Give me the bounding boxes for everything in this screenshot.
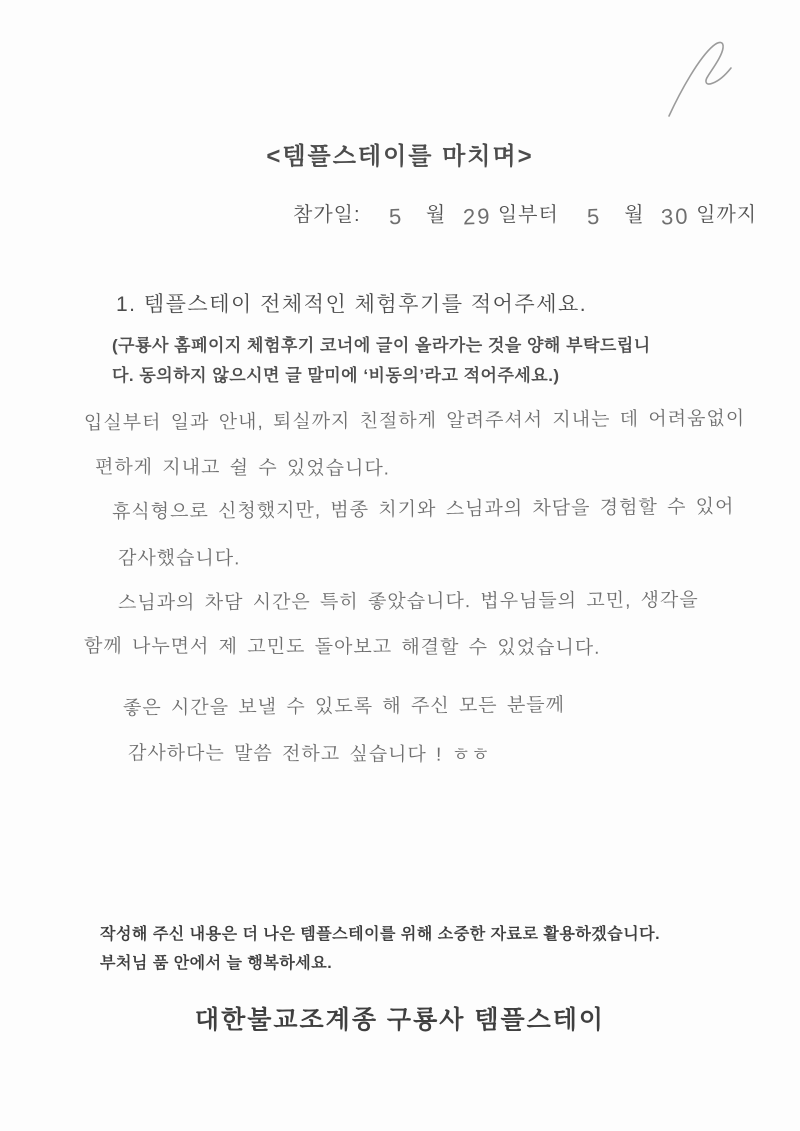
handwritten-answer-line: 휴식형으로 신청했지만, 범종 치기와 스님과의 차담을 경험할 수 있어: [111, 496, 735, 523]
handwritten-month-to: 5: [586, 203, 603, 230]
handwritten-day-to: 30: [660, 203, 690, 230]
page-title: <템플스테이를 마치며>: [266, 143, 534, 170]
day-to-suffix: 일까지: [696, 204, 758, 226]
organization-title: 대한불교조계종 구룡사 템플스테이: [194, 1006, 606, 1034]
handwritten-answer-line: 감사했습니다.: [117, 548, 241, 570]
handwritten-day-from: 29: [462, 203, 492, 230]
day-from-suffix: 일부터: [497, 204, 559, 226]
month-unit-from: 월: [425, 204, 447, 226]
handwritten-page-mark-icon: [655, 28, 765, 123]
handwritten-answer-line: 감사하다는 말씀 전하고 싶습니다 ! ㅎㅎ: [127, 743, 491, 766]
footer-usage-note: 작성해 주신 내용은 더 나은 템플스테이를 위해 소중한 자료로 활용하겠습니다.: [100, 926, 661, 943]
participation-label: 참가일:: [293, 204, 361, 226]
question-1-note-line-1: (구룡사 홈페이지 체험후기 코너에 글이 올라가는 것을 양해 부탁드립니: [112, 336, 651, 355]
question-1-heading: 1. 템플스테이 전체적인 체험후기를 적어주세요.: [116, 293, 588, 316]
handwritten-answer-line: 스님과의 차담 시간은 특히 좋았습니다. 법우님들의 고민, 생각을: [117, 589, 699, 614]
handwritten-month-from: 5: [388, 203, 404, 230]
handwritten-answer-line: 좋은 시간을 보낼 수 있도록 해 주신 모든 분들께: [122, 694, 566, 719]
handwritten-answer-line: 편하게 지내고 쉴 수 있었습니다.: [94, 457, 391, 480]
footer-blessing: 부처님 품 안에서 늘 행복하세요.: [100, 955, 333, 972]
handwritten-answer-line: 입실부터 일과 안내, 퇴실까지 친절하게 알려주셔서 지내는 데 어려움없이: [83, 408, 746, 434]
question-1-note-line-2: 다. 동의하지 않으시면 글 말미에 ‘비동의’라고 적어주세요.): [112, 366, 560, 385]
participation-date-line: [293, 198, 758, 230]
handwritten-answer-line: 함께 나누면서 제 고민도 돌아보고 해결할 수 있었습니다.: [83, 636, 601, 659]
month-unit-to: 월: [624, 204, 645, 226]
